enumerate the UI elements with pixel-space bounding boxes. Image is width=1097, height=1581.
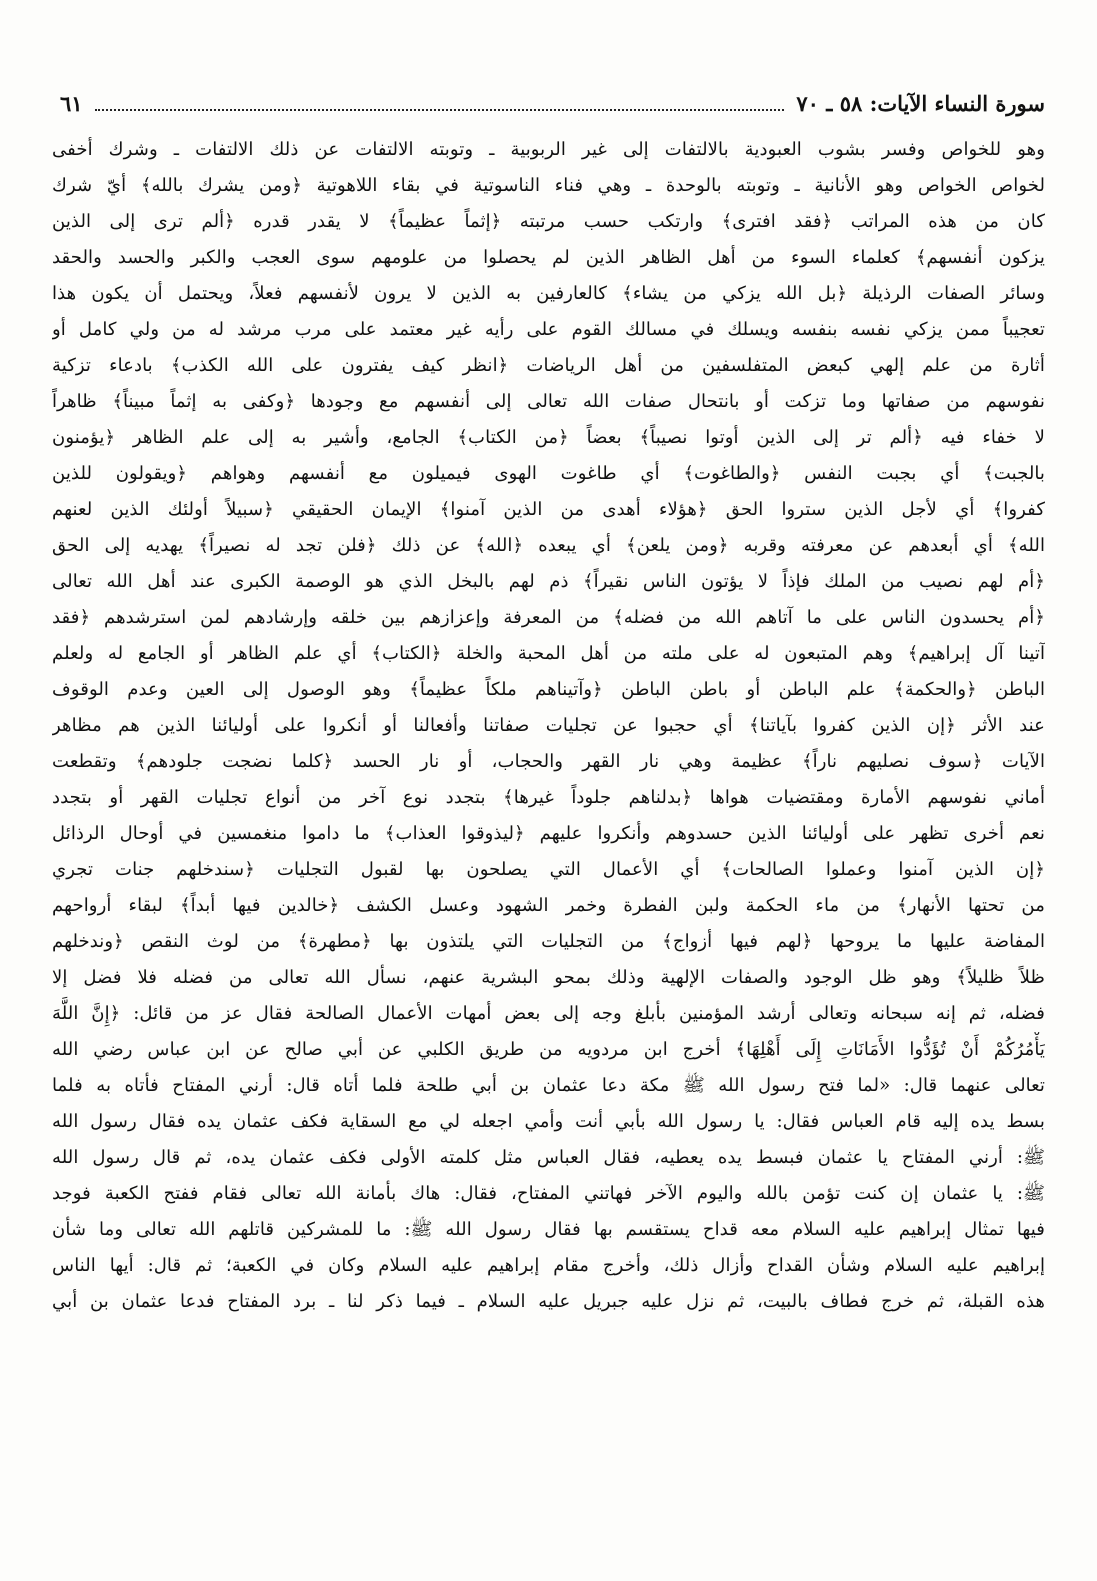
text-line: ﴿أم يحسدون الناس على ما آتاهم الله من فضله﴾ من المعرفة وإعزازهم بين خلقه وإرشادهم لمن استرشدهم ﴿فقد <box>52 607 1045 628</box>
text-line: أماني نفوسهم الأمارة ومقتضيات هواها ﴿بدلناهم جلوداً غيرها﴾ بتجدد نوع آخر من أنواع تجليات القهر أو بتجدد <box>52 787 1045 808</box>
running-header <box>60 86 1045 120</box>
text-line: الله﴾ أي أبعدهم عن معرفته وقربه ﴿ومن يلعن﴾ أي يبعده ﴿الله﴾ عن ذلك ﴿فلن تجد له نصيراً﴾ يهديه إلى الحق <box>52 535 1045 556</box>
text-line: فضله، ثم إنه سبحانه وتعالى أرشد المؤمنين بأبلغ وجه إلى بعض أمهات الأعمال الصالحة فقال عز من قائل: ﴿إِنَّ اللَّهَ <box>52 1003 1045 1024</box>
text-line: وهو للخواص وفسر بشوب العبودية بالالتفات إلى غير الربوبية ـ وتوبته الالتفات عن ذلك الالتفات ـ وشرك أخفى <box>52 139 1045 160</box>
text-line: ظلاً ظليلاً﴾ وهو ظل الوجود والصفات الإلهية وذلك بمحو البشرية عنهم، نسأل الله تعالى من فضله فلا فضل إلا <box>52 967 1045 988</box>
body-text <box>52 132 1045 1320</box>
text-line: كفروا﴾ أي لأجل الذين ستروا الحق ﴿هؤلاء أهدى من الذين آمنوا﴾ الإيمان الحقيقي ﴿سبيلاً أولئك الذين لعنهم <box>52 499 1045 520</box>
text-line: كان من هذه المراتب ﴿فقد افترى﴾ وارتكب حسب مرتبته ﴿إثماً عظيماً﴾ لا يقدر قدره ﴿ألم ترى إلى الذين <box>52 211 1045 232</box>
text-line: لخواص الخواص وهو الأنانية ـ وتوبته بالوحدة ـ وهي فناء الناسوتية في بقاء اللاهوتية ﴿ومن يشرك بالله﴾ أيّ شرك <box>52 175 1045 196</box>
text-line: من تحتها الأنهار﴾ من ماء الحكمة ولبن الفطرة وخمر الشهود وعسل الكشف ﴿خالدين فيها أبداً﴾ لبقاء أرواحهم <box>52 895 1045 916</box>
text-line: بسط يده إليه قام العباس فقال: يا رسول الله بأبي أنت وأمي اجعله لي مع السقاية فكف عثمان يده فقال رسول الله <box>52 1111 1045 1132</box>
text-line: ﷺ: أرني المفتاح يا عثمان فبسط يده يعطيه، فقال العباس مثل كلمته الأولى فكف عثمان يده، ثم قال رسول الله <box>52 1147 1045 1168</box>
text-line: بالجبت﴾ أي بجبت النفس ﴿والطاغوت﴾ أي طاغوت الهوى فيميلون مع أنفسهم وهواهم ﴿ويقولون للذين <box>52 463 1045 484</box>
text-line: أثارة من علم إلهي كبعض المتفلسفين من أهل الرياضات ﴿انظر كيف يفترون على الله الكذب﴾ بادعاء تزكية <box>52 355 1045 376</box>
text-line: آتينا آل إبراهيم﴾ وهم المتبعون له على ملته من أهل المحبة والخلة ﴿الكتاب﴾ أي علم الظاهر أو الجامع له ولعلم <box>52 643 1045 664</box>
text-line: وسائر الصفات الرذيلة ﴿بل الله يزكي من يشاء﴾ كالعارفين به الذين لا يرون لأنفسهم فعلاً، ويحتمل أن يكون هذا <box>52 283 1045 304</box>
text-line: فيها تمثال إبراهيم عليه السلام معه قداح يستقسم بها فقال رسول الله ﷺ: ما للمشركين قاتلهم الله تعالى وما شأن <box>52 1219 1045 1240</box>
text-line: لا خفاء فيه ﴿ألم تر إلى الذين أوتوا نصيباً﴾ بعضاً ﴿من الكتاب﴾ الجامع، وأشير به إلى علم الظاهر ﴿يؤمنون <box>52 427 1045 448</box>
text-line: نفوسهم من صفاتها وما تزكت أو بانتحال صفات الله تعالى إلى أنفسهم مع وجودها ﴿وكفى به إثماً مبيناً﴾ ظاهراً <box>52 391 1045 412</box>
text-line: الآيات ﴿سوف نصليهم ناراً﴾ عظيمة وهي نار القهر والحجاب، أو نار الحسد ﴿كلما نضجت جلودهم﴾ وتقطعت <box>52 751 1045 772</box>
text-line: ﷺ: يا عثمان إن كنت تؤمن بالله واليوم الآخر فهاتني المفتاح، فقال: هاك بأمانة الله تعالى فقام ففتح الكعبة فوجد <box>52 1183 1045 1204</box>
text-line: نعم أخرى تظهر على أوليائنا الذين حسدوهم وأنكروا عليهم ﴿ليذوقوا العذاب﴾ ما داموا منغمسين في أوحال الرذائل <box>52 823 1045 844</box>
text-line: عند الأثر ﴿إن الذين كفروا بآياتنا﴾ أي حجبوا عن تجليات صفاتنا وأفعالنا أو أنكروا على أوليائنا الذين هم مظاهر <box>52 715 1045 736</box>
text-line: ﴿أم لهم نصيب من الملك فإذاً لا يؤتون الناس نقيراً﴾ ذم لهم بالبخل الذي هو الوصمة الكبرى عند أهل الله تعالى <box>52 571 1045 592</box>
surah-title: سورة النساء الآيات: ٥٨ ـ ٧٠ <box>796 90 1045 116</box>
text-line: هذه القبلة، ثم خرج فطاف بالبيت، ثم نزل عليه جبريل عليه السلام ـ فيما ذكر لنا ـ برد المفتاح فدعا عثمان بن أبي <box>52 1291 1045 1312</box>
text-line: ﴿إن الذين آمنوا وعملوا الصالحات﴾ أي الأعمال التي يصلحون بها لقبول التجليات ﴿سندخلهم جنات تجري <box>52 859 1045 880</box>
dotted-leader <box>95 95 785 111</box>
page-number: ٦١ <box>60 90 83 116</box>
text-line: يزكون أنفسهم﴾ كعلماء السوء من أهل الظاهر الذين لم يحصلوا من علومهم سوى العجب والكبر والحسد والحقد <box>52 247 1045 268</box>
text-line: يَأْمُرُكُمْ أَنْ تُؤَدُّوا الأَمَانَاتِ إِلَى أَهْلِهَا﴾ أخرج ابن مردويه من طريق الكلبي عن أبي صالح عن ابن عباس رضي الله <box>52 1039 1045 1060</box>
text-line: تعالى عنهما قال: «لما فتح رسول الله ﷺ مكة دعا عثمان بن أبي طلحة فلما أتاه قال: أرني المفتاح فأتاه به فلما <box>52 1075 1045 1096</box>
text-line: الباطن ﴿والحكمة﴾ علم الباطن أو باطن الباطن ﴿وآتيناهم ملكاً عظيماً﴾ وهو الوصول إلى العين وعدم الوقوف <box>52 679 1045 700</box>
text-line: تعجيباً ممن يزكي نفسه بنفسه ويسلك في مسالك القوم على رأيه غير معتمد على مرب مرشد له من ولي كامل أو <box>52 319 1045 340</box>
text-line: إبراهيم عليه السلام وشأن القداح وأزال ذلك، وأخرج مقام إبراهيم عليه السلام وكان في الكعبة؛ ثم قال: أيها الناس <box>52 1255 1045 1276</box>
text-line: المفاضة عليها ما يروحها ﴿لهم فيها أزواج﴾ من التجليات التي يلتذون بها ﴿مطهرة﴾ من لوث النقص ﴿وندخلهم <box>52 931 1045 952</box>
